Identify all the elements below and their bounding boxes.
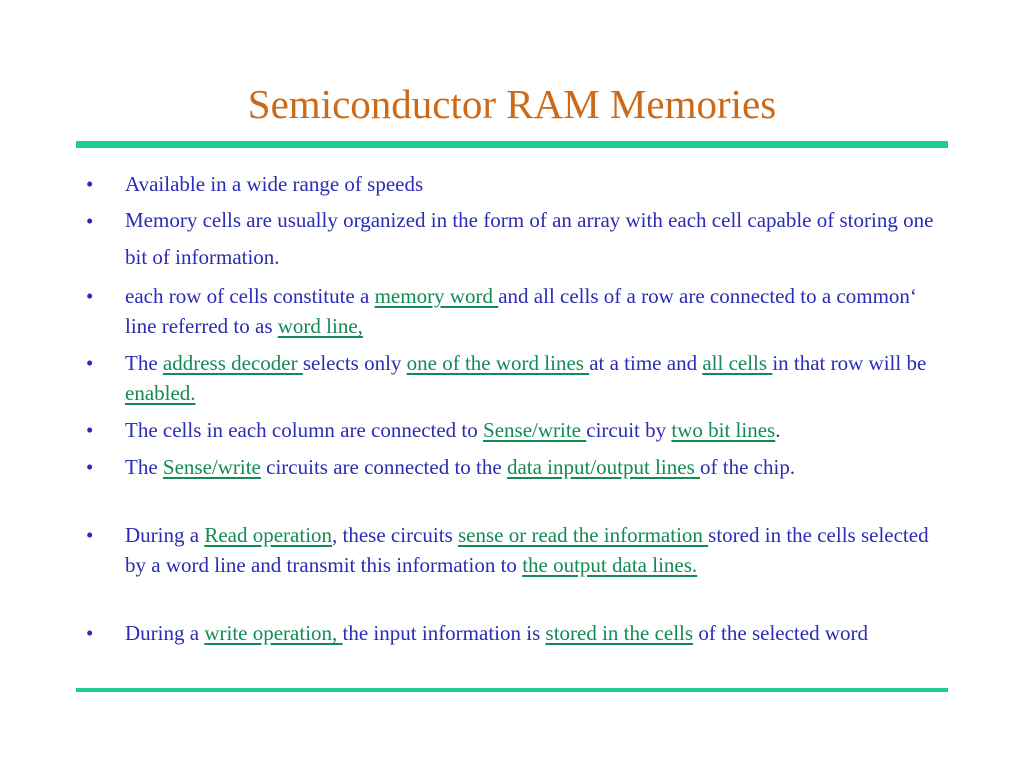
hyperlink[interactable]: Sense/write xyxy=(162,455,261,479)
body-text: of the chip. xyxy=(700,455,796,479)
body-text: in that row will be xyxy=(772,351,927,375)
footer-divider xyxy=(76,688,948,692)
body-text: During a xyxy=(125,523,205,547)
bullet-text xyxy=(125,202,945,276)
body-text: and all cells of a row are connected to a common‘ line referred to as xyxy=(125,284,917,338)
body-text: . xyxy=(775,418,781,442)
hyperlink[interactable]: memory word xyxy=(374,284,499,308)
bullet-text xyxy=(125,169,945,199)
hyperlink[interactable]: sense or read the information xyxy=(458,523,709,547)
hyperlink[interactable]: stored in the cells xyxy=(545,621,694,645)
body-text: of the selected word xyxy=(693,621,868,645)
body-text: The xyxy=(125,455,163,479)
bullet-icon: • xyxy=(86,523,94,547)
bullet-icon: • xyxy=(86,455,94,479)
body-text: The cells in each column are connected to xyxy=(125,418,484,442)
bullet-text xyxy=(125,281,945,341)
hyperlink[interactable]: Read operation xyxy=(204,523,333,547)
body-text: Available in a wide range of speeds xyxy=(125,172,424,196)
hyperlink[interactable]: address decoder xyxy=(162,351,303,375)
bullet-text xyxy=(125,452,945,482)
hyperlink[interactable]: the output data lines. xyxy=(522,553,698,577)
bullet-icon: • xyxy=(86,284,94,308)
body-text: Memory cells are usually organized in the form of an array with each cell capable of storing one bit of information. xyxy=(125,208,934,269)
hyperlink[interactable]: one of the word lines xyxy=(406,351,590,375)
bullet-icon: • xyxy=(86,621,94,645)
bullet-icon: • xyxy=(86,209,94,233)
body-text: During a xyxy=(125,621,205,645)
hyperlink[interactable]: two bit lines xyxy=(671,418,776,442)
bullet-text xyxy=(125,618,945,648)
bullet-icon: • xyxy=(86,418,94,442)
hyperlink[interactable]: Sense/write xyxy=(483,418,587,442)
hyperlink[interactable]: data input/output lines xyxy=(506,455,701,479)
body-text: stored in the cells selected by a word line and transmit this information to xyxy=(125,523,929,577)
slide-title: Semiconductor RAM Memories xyxy=(247,81,777,127)
bullet-icon: • xyxy=(86,351,94,375)
body-text: The xyxy=(125,351,163,375)
body-text: selects only xyxy=(302,351,407,375)
body-text: the input information is xyxy=(342,621,546,645)
bullet-text xyxy=(125,348,945,408)
body-text: at a time and xyxy=(589,351,703,375)
hyperlink[interactable]: word line, xyxy=(277,314,363,338)
hyperlink[interactable]: write operation, xyxy=(204,621,343,645)
hyperlink[interactable]: enabled. xyxy=(125,381,196,405)
body-text: circuit by xyxy=(586,418,672,442)
bullet-icon: • xyxy=(86,172,94,196)
body-text: circuits are connected to the xyxy=(260,455,507,479)
body-text: each row of cells constitute a xyxy=(125,284,375,308)
body-text: , these circuits xyxy=(332,523,458,547)
hyperlink[interactable]: all cells xyxy=(702,351,773,375)
bullet-text xyxy=(125,520,945,580)
bullet-text xyxy=(125,415,945,445)
